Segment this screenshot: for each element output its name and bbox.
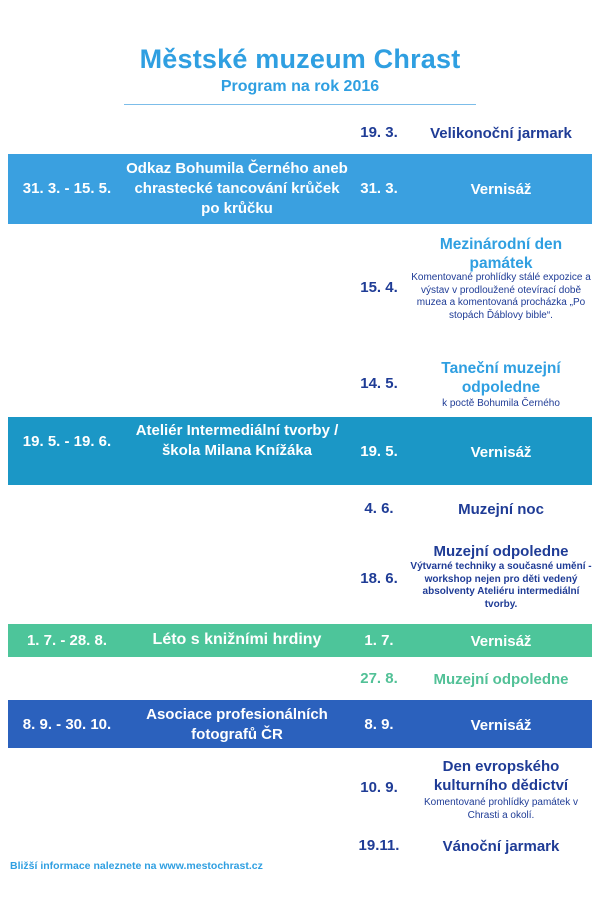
event-title: Den evropského kulturního dědictví xyxy=(433,758,569,794)
exhibition-title: Odkaz Bohumila Černého aneb chrastecké tancování krůček po krůčku xyxy=(126,160,348,217)
event-title: Muzejní odpoledne xyxy=(433,671,569,688)
event-date: 8. 9. xyxy=(364,716,394,733)
event-date: 10. 9. xyxy=(360,779,398,796)
event-description: Komentované prohlídky stálé expozice a výstav v prodloužené otevírací době muzea a komentovaná procházka „Po stopách Ďáblovy bible“. xyxy=(411,272,591,321)
event-title: Muzejní noc xyxy=(458,501,544,518)
event-date: 1. 7. xyxy=(364,632,394,649)
event-description: Komentované prohlídky památek v Chrasti a okolí. xyxy=(424,797,578,821)
exhibition-title: Ateliér Intermediální tvorby / škola Milana Knížáka xyxy=(135,422,339,459)
event-date: 27. 8. xyxy=(360,670,398,687)
event-date: 31. 3. xyxy=(360,180,398,197)
event-title: Vernisáž xyxy=(470,633,532,650)
footer-info: Bližší informace naleznete na www.mestochrast.cz xyxy=(10,860,263,872)
exhibition-dates: 1. 7. - 28. 8. xyxy=(26,632,108,649)
event-date: 15. 4. xyxy=(360,279,398,296)
event-title: Vernisáž xyxy=(470,444,532,461)
exhibition-title: Asociace profesionálních fotografů ČR xyxy=(146,706,328,743)
event-title: Muzejní odpoledne xyxy=(433,543,569,560)
event-date: 19. 3. xyxy=(360,124,398,141)
event-date: 19.11. xyxy=(358,837,400,854)
event-title: Taneční muzejní odpoledne xyxy=(441,360,561,396)
exhibition-dates: 8. 9. - 30. 10. xyxy=(22,716,112,733)
header-divider xyxy=(124,104,476,105)
exhibition-dates: 19. 5. - 19. 6. xyxy=(22,433,112,450)
page-title: Městské muzeum Chrast xyxy=(139,44,461,74)
event-title: Mezinárodní den památek xyxy=(439,236,563,272)
event-title: Vánoční jarmark xyxy=(442,838,560,855)
event-title: Velikonoční jarmark xyxy=(430,125,572,142)
event-date: 4. 6. xyxy=(364,500,394,517)
event-date: 19. 5. xyxy=(360,443,398,460)
event-description: Výtvarné techniky a současné umění - workshop nejen pro děti vedený absolventy Ateliéru intermediální tvorby. xyxy=(410,561,592,610)
event-description: k poctě Bohumila Černého xyxy=(442,398,560,409)
page-subtitle: Program na rok 2016 xyxy=(220,78,380,95)
exhibition-title: Léto s knižními hrdiny xyxy=(152,631,322,648)
event-date: 18. 6. xyxy=(360,570,398,587)
event-date: 14. 5. xyxy=(360,375,398,392)
event-title: Vernisáž xyxy=(470,181,532,198)
event-title: Vernisáž xyxy=(470,717,532,734)
exhibition-dates: 31. 3. - 15. 5. xyxy=(22,180,112,197)
